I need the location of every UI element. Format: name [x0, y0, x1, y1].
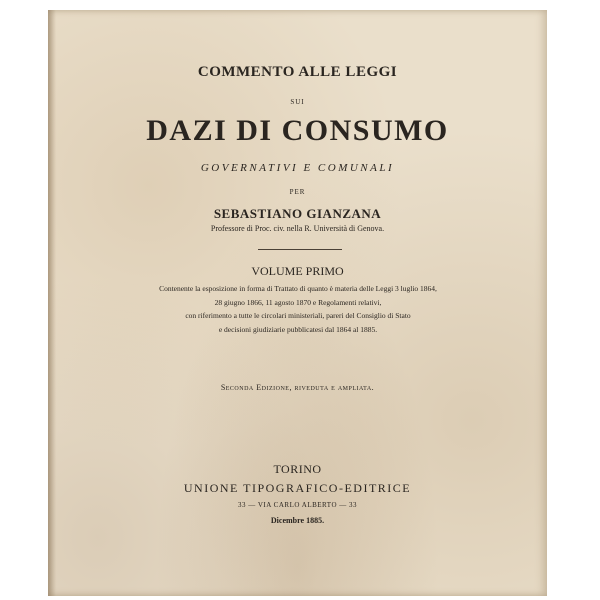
author-affiliation: Professore di Proc. civ. nella R. Università di Genova. — [210, 224, 385, 233]
imprint-city: TORINO — [273, 462, 322, 476]
imprint-publisher: UNIONE TIPOGRAFICO-EDITRICE — [183, 481, 412, 495]
description-line: Contenente la esposizione in forma di Trattato di quanto è materia delle Leggi 3 luglio 1864, — [159, 284, 437, 293]
main-title: DAZI DI CONSUMO — [146, 114, 449, 147]
edition-note: Seconda Edizione, riveduta e ampliata. — [220, 383, 375, 392]
heading-commento: COMMENTO ALLE LEGGI — [197, 64, 398, 80]
connector-per: PER — [289, 188, 306, 196]
subtitle: GOVERNATIVI E COMUNALI — [200, 162, 395, 174]
connector-sui: SUI — [290, 98, 305, 106]
divider-rule — [258, 249, 342, 250]
volume-label: VOLUME PRIMO — [251, 264, 344, 278]
author-name: SEBASTIANO GIANZANA — [213, 206, 382, 221]
imprint-address: 33 — VIA CARLO ALBERTO — 33 — [238, 501, 357, 509]
description-line: 28 giugno 1866, 11 agosto 1870 e Regolamenti relativi, — [214, 297, 382, 307]
imprint-date: Dicembre 1885. — [270, 516, 325, 525]
volume-description — [133, 282, 463, 336]
book-page — [48, 10, 547, 596]
description-line: con riferimento a tutte le circolari ministeriali, pareri del Consiglio di Stato — [185, 311, 411, 320]
description-line: e decisioni giudiziarie pubblicatesi dal 1864 al 1885. — [218, 324, 378, 334]
